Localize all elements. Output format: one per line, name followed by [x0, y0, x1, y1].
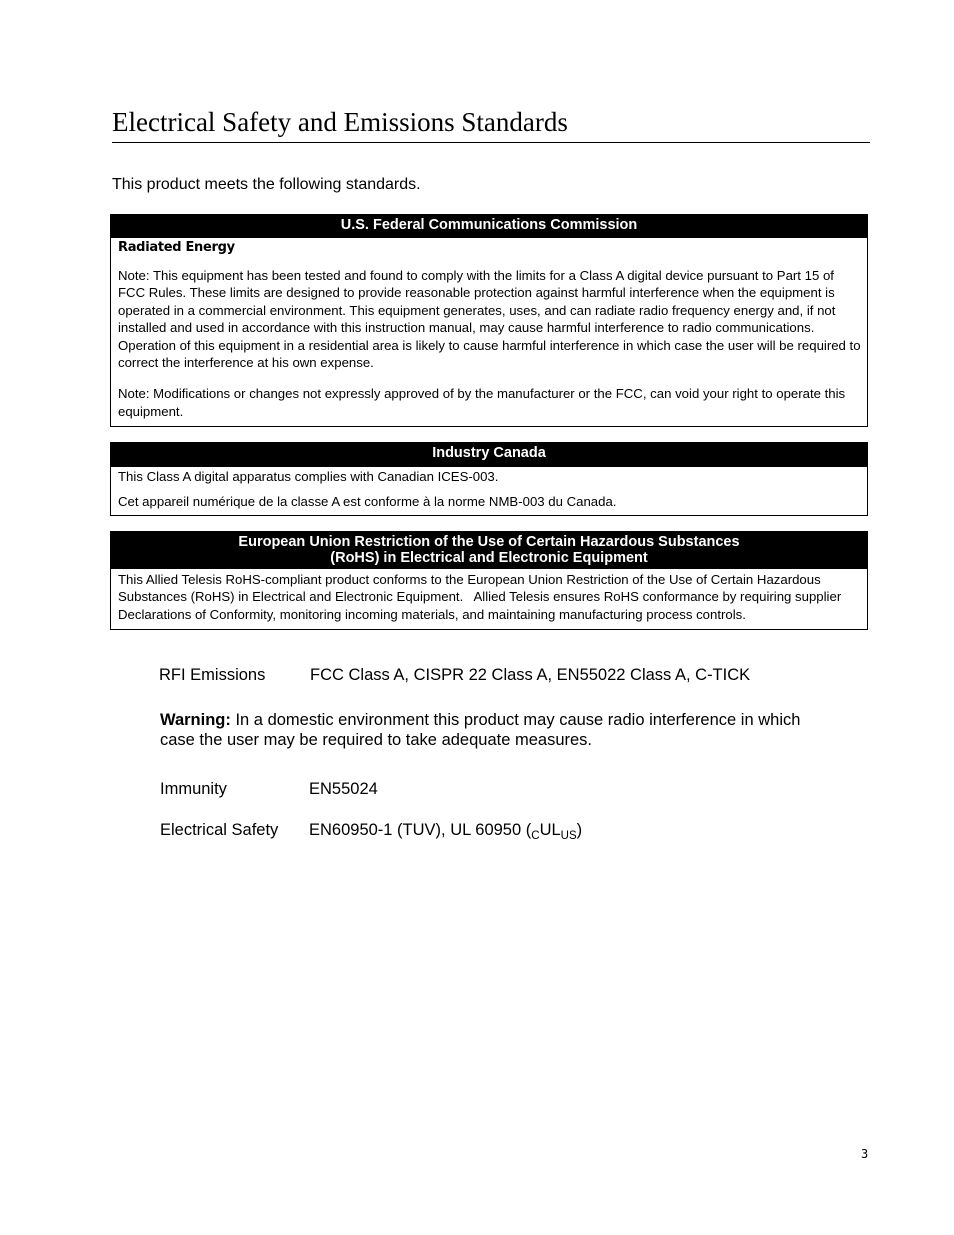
industry-canada-header: Industry Canada [111, 443, 867, 467]
industry-canada-body [111, 468, 867, 511]
fcc-box-body [111, 239, 867, 420]
fcc-box-header: U.S. Federal Communications Commission [111, 215, 867, 238]
warning-label: Warning: [160, 711, 231, 729]
safety-sub-c: C [531, 830, 540, 842]
eu-rohs-body-text: This Allied Telesis RoHS-compliant product conforms to the European Union Restriction of the Use of Certain Hazardous Substances (RoHS) in Electrical and Electronic Equipment. Allied Telesis ensures RoHS conformance by requiring supplier Declarations of Conformity, monitoring incoming materials, and maintaining manufacturing process controls. [118, 572, 845, 622]
safety-ul: UL [539, 821, 561, 839]
eu-rohs-header [111, 532, 867, 569]
industry-canada-line-en: This Class A digital apparatus complies with Canadian ICES-003. [118, 469, 499, 484]
eu-rohs-body [111, 569, 867, 623]
warning-text: In a domestic environment this product may cause radio interference in which case the user may be required to take adequate measures. [160, 711, 801, 749]
rfi-emissions-label: RFI Emissions [159, 666, 266, 684]
intro-text: This product meets the following standards. [112, 176, 421, 193]
electrical-safety-label: Electrical Safety [160, 821, 279, 839]
page-title: Electrical Safety and Emissions Standards [112, 104, 870, 143]
electrical-safety-row [160, 820, 582, 840]
safety-value-prefix: EN60950-1 (TUV), UL 60950 ( [309, 821, 532, 839]
immunity-label: Immunity [160, 780, 227, 798]
industry-canada-line-fr: Cet appareil numérique de la classe A est conforme à la norme NMB-003 du Canada. [118, 494, 617, 509]
fcc-standards-box [110, 214, 868, 427]
fcc-note-2: Note: Modifications or changes not expressly approved of by the manufacturer or the FCC, can void your right to operate this equipment. [118, 386, 846, 419]
eu-rohs-header-line-2: (RoHS) in Electrical and Electronic Equipment [330, 550, 648, 566]
immunity-value: EN55024 [309, 780, 378, 798]
eu-rohs-header-line-1: European Union Restriction of the Use of Certain Hazardous Substances [238, 534, 740, 550]
immunity-row [160, 779, 378, 799]
eu-rohs-box [110, 531, 868, 630]
warning-paragraph [160, 710, 810, 750]
electrical-safety-value [309, 821, 583, 842]
safety-value-suffix: ) [576, 821, 583, 839]
rfi-emissions-row [159, 665, 750, 685]
page-number: 3 [861, 1147, 869, 1161]
rfi-emissions-value: FCC Class A, CISPR 22 Class A, EN55022 Class A, C-TICK [310, 666, 751, 684]
safety-sub-us: US [560, 830, 577, 842]
industry-canada-box [110, 442, 868, 516]
radiated-energy-subhead: Radiated Energy [118, 240, 235, 255]
fcc-note-1: Note: This equipment has been tested and found to comply with the limits for a Class A digital device pursuant to Part 15 of FCC Rules. These limits are designed to provide reasonable protection against harmful interference when the equipment is operated in a commercial environment. This equipment generates, uses, and can radiate radio frequency energy and, if not installed and used in accordance with this instruction manual, may cause harmful interference to radio communications. Operation of this equipment in a residential area is likely to cause harmful interference in which case the user will be required to correct the interference at his own expense. [118, 268, 861, 371]
